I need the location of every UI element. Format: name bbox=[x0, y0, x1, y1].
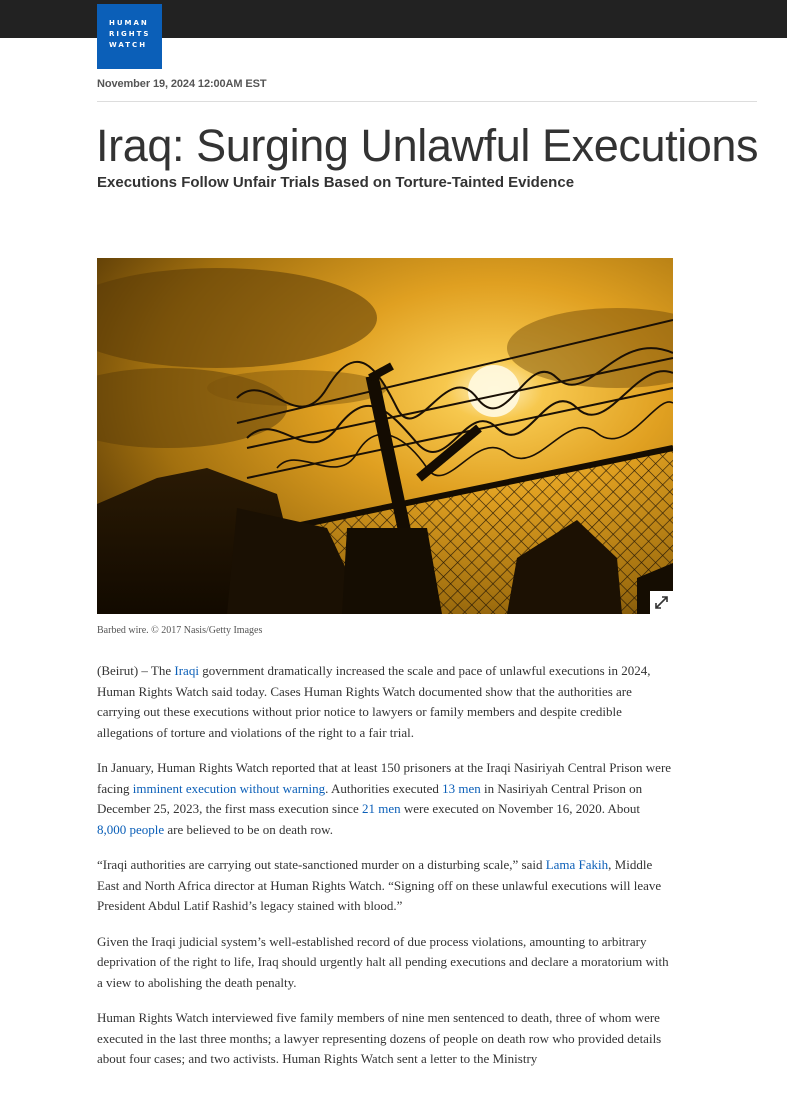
paragraph-text: are believed to be on death row. bbox=[164, 821, 333, 837]
inline-link[interactable]: 8,000 people bbox=[97, 821, 165, 837]
paragraph-text: “Iraqi authorities are carrying out state-sanctioned murder on a disturbing scale,” said bbox=[97, 857, 546, 872]
logo-line: RIGHTS bbox=[109, 30, 151, 38]
hrw-logo[interactable] bbox=[97, 4, 162, 69]
inline-link[interactable]: 13 men bbox=[442, 780, 481, 796]
article-title: Iraq: Surging Unlawful Executions bbox=[96, 120, 759, 171]
article-body bbox=[97, 661, 672, 1085]
expand-image-button[interactable] bbox=[650, 591, 673, 614]
hero-image bbox=[97, 258, 673, 614]
logo-line: HUMAN bbox=[109, 19, 149, 27]
expand-icon bbox=[655, 596, 668, 609]
article-date: November 19, 2024 12:00AM EST bbox=[97, 78, 267, 90]
logo-backing bbox=[162, 38, 174, 69]
paragraph-text: . Authorities executed bbox=[325, 780, 443, 796]
paragraph-text: , Middle East and North Africa director at Human Rights Watch. “Signing off on these unlawful executions will leave President Abdul Latif Rashid’s legacy stained with blood.” bbox=[97, 857, 662, 913]
image-caption: Barbed wire. © 2017 Nasis/Getty Images bbox=[97, 625, 263, 636]
inline-link[interactable]: 21 men bbox=[361, 801, 401, 816]
article-paragraph bbox=[97, 855, 672, 917]
article-paragraph bbox=[97, 1008, 672, 1070]
paragraph-text: Human Rights Watch interviewed five family members of nine men sentenced to death, three of whom were executed in the last three months; a lawyer representing dozens of people on death row who provided details about four cases; and two activists. Human Rights Watch sent a letter to the Ministry bbox=[97, 1010, 662, 1066]
paragraph-text: (Beirut) – The bbox=[97, 663, 175, 678]
logo-line: WATCH bbox=[109, 41, 148, 49]
inline-link[interactable]: Iraqi bbox=[174, 663, 199, 678]
article-paragraph bbox=[97, 661, 672, 743]
paragraph-text: were executed on November 16, 2020. About bbox=[400, 801, 640, 816]
article-subtitle: Executions Follow Unfair Trials Based on Torture-Tainted Evidence bbox=[97, 174, 575, 191]
paragraph-text: in Nasiriyah Central Prison on December 25, 2023, the first mass execution since bbox=[97, 780, 643, 816]
paragraph-text: government dramatically increased the scale and pace of unlawful executions in 2024, Human Rights Watch said today. Cases Human Rights Watch documented show that the authorities are carrying out these executions without prior notice to lawyers or family members and despite credible allegations of torture and violations of the right to a fair trial. bbox=[97, 663, 651, 740]
paragraph-text: In January, Human Rights Watch reported that at least 150 prisoners at the Iraqi Nasiriyah Central Prison were facing bbox=[97, 760, 672, 796]
inline-link[interactable]: Lama Fakih bbox=[545, 857, 609, 872]
paragraph-text: Given the Iraqi judicial system’s well-established record of due process violations, amounting to arbitrary deprivation of the right to life, Iraq should urgently halt all pending executions and declare a moratorium with a view to abolishing the death penalty. bbox=[97, 933, 669, 990]
article-paragraph bbox=[97, 932, 672, 994]
barbed-wire-photo bbox=[97, 258, 673, 614]
header-divider bbox=[97, 101, 757, 102]
article-paragraph bbox=[97, 758, 672, 840]
inline-link[interactable]: imminent execution without warning bbox=[132, 780, 326, 796]
